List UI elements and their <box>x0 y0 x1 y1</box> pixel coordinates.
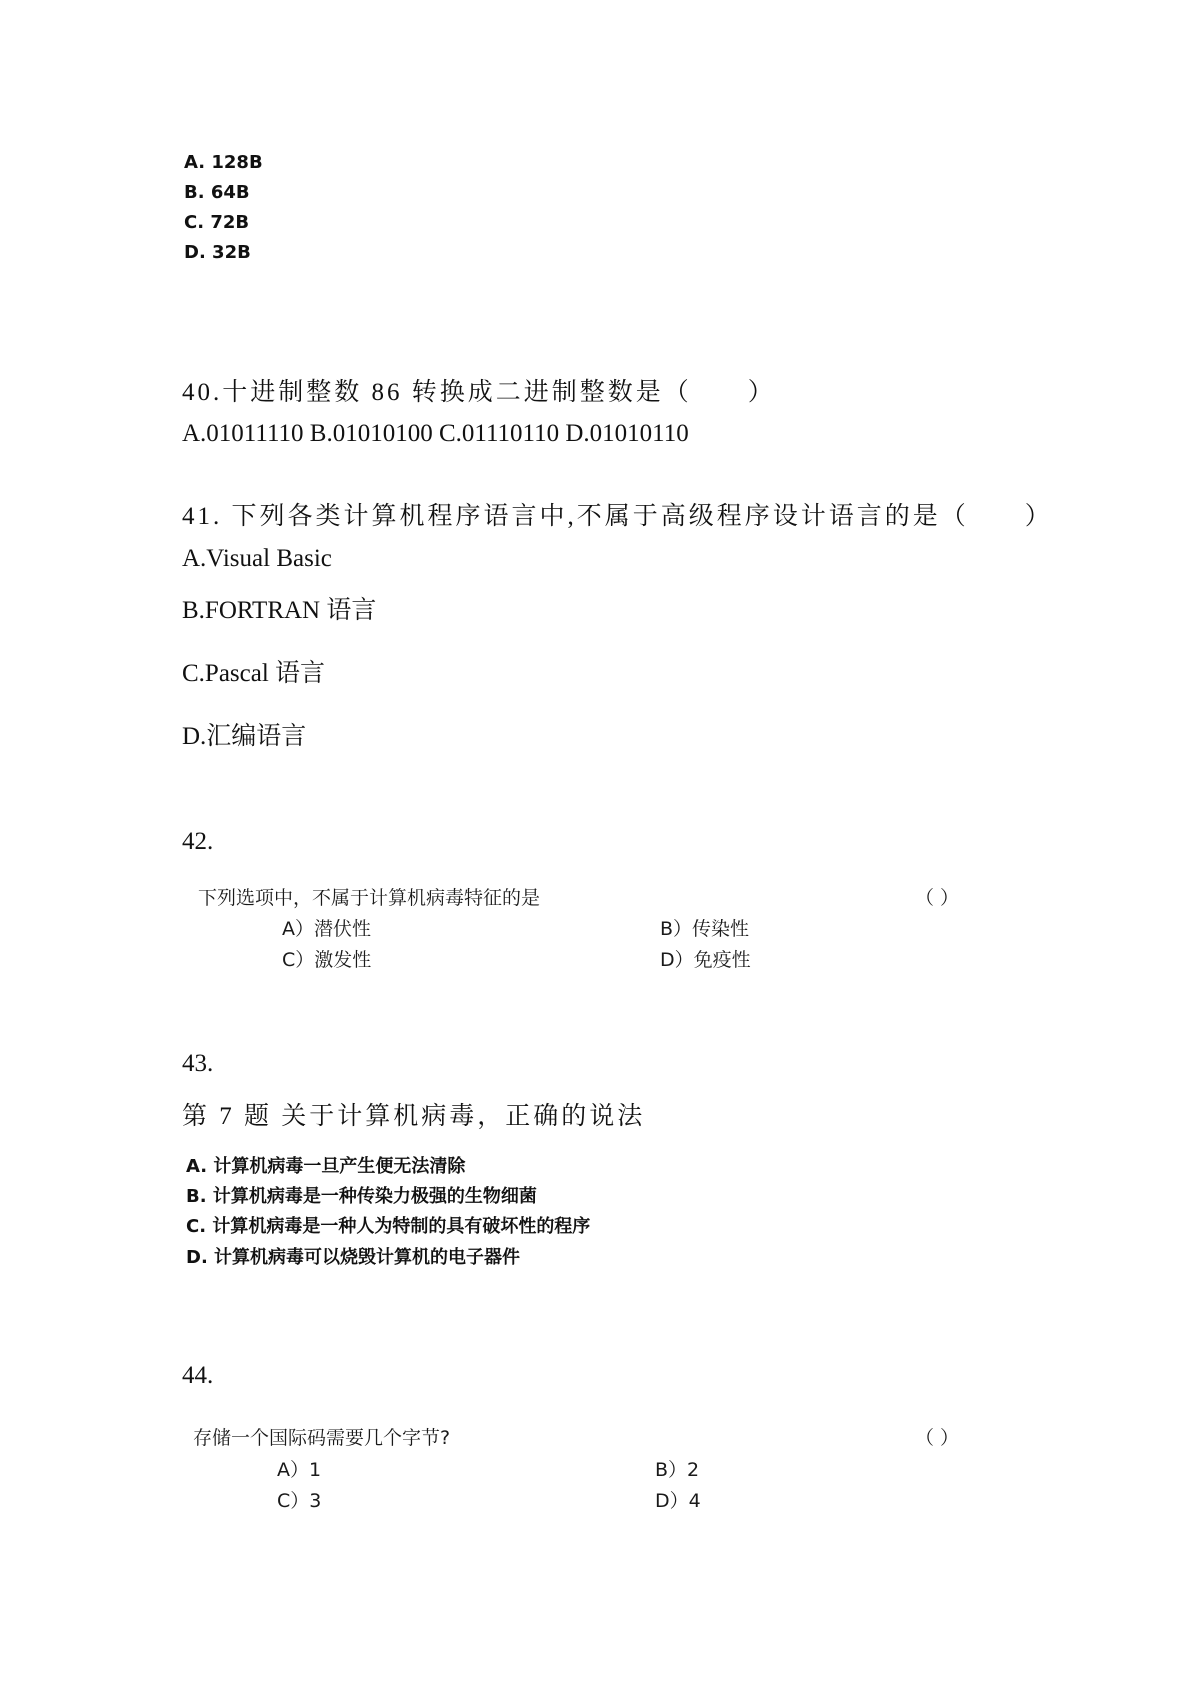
q41-option-a: A.Visual Basic <box>182 545 332 572</box>
q41-question: 41. 下列各类计算机程序语言中,不属于高级程序设计语言的是（ ） <box>182 503 1053 530</box>
q44-option-d: D）4 <box>655 1490 701 1512</box>
q39-option-a: A. 128B <box>184 152 263 173</box>
q42-option-d: D）免疫性 <box>660 949 751 971</box>
q43-option-c: C. 计算机病毒是一种人为特制的具有破坏性的程序 <box>186 1216 591 1237</box>
q44-option-a: A）1 <box>277 1459 322 1481</box>
q39-option-c: C. 72B <box>184 212 250 233</box>
q42-option-c: C）激发性 <box>282 949 372 971</box>
q42-option-b: B）传染性 <box>660 918 750 940</box>
q42-question: 下列选项中，不属于计算机病毒特征的是 <box>198 887 541 909</box>
q39-option-b: B. 64B <box>184 182 250 203</box>
q42-option-a: A）潜伏性 <box>282 918 371 940</box>
q44-number: 44. <box>182 1362 214 1389</box>
q43-number: 43. <box>182 1050 214 1077</box>
q44-question: 存储一个国际码需要几个字节? <box>193 1427 451 1449</box>
q43-option-d: D. 计算机病毒可以烧毁计算机的电子器件 <box>186 1247 521 1268</box>
q44-option-b: B）2 <box>655 1459 700 1481</box>
q41-option-b: B.FORTRAN 语言 <box>182 597 377 624</box>
q40-options: A.01011110 B.01010100 C.01110110 D.01010110 <box>182 420 689 447</box>
q43-option-b: B. 计算机病毒是一种传染力极强的生物细菌 <box>186 1186 537 1207</box>
q43-option-a: A. 计算机病毒一旦产生便无法清除 <box>186 1156 466 1177</box>
q42-number: 42. <box>182 828 214 855</box>
q40-question: 40.十进制整数 86 转换成二进制整数是（ ） <box>182 379 776 406</box>
q42-answer-paren: （ ） <box>915 887 960 909</box>
q44-option-c: C）3 <box>277 1490 322 1512</box>
q41-option-c: C.Pascal 语言 <box>182 660 326 687</box>
q39-option-d: D. 32B <box>184 242 251 263</box>
q41-option-d: D.汇编语言 <box>182 723 307 750</box>
q44-answer-paren: （ ） <box>915 1427 960 1449</box>
q43-question: 第 7 题 关于计算机病毒，正确的说法 <box>182 1103 646 1130</box>
